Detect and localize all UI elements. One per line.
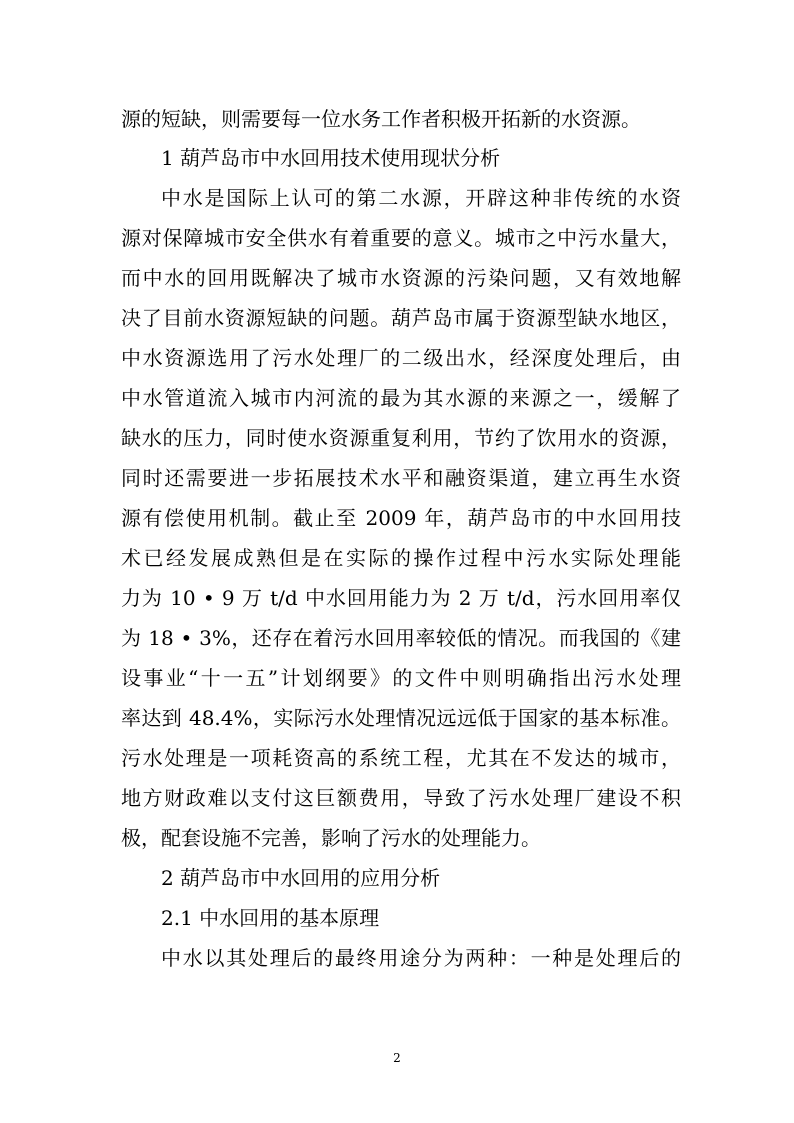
text-line: 率达到 48.4%，实际污水处理情况远远低于国家的基本标准。 [121, 706, 681, 730]
page-number: 2 [393, 1051, 401, 1065]
text-line: 中水管道流入城市内河流的最为其水源的来源之一，缓解了 [121, 386, 681, 410]
text-line: 术已经发展成熟但是在实际的操作过程中污水实际处理能 [121, 546, 681, 570]
text-line: 源对保障城市安全供水有着重要的意义。城市之中污水量大， [121, 226, 681, 250]
text-line: 污水处理是一项耗资高的系统工程，尤其在不发达的城市， [121, 746, 681, 770]
section-heading-1: 1 葫芦岛市中水回用技术使用现状分析 [161, 146, 501, 170]
text-line: 而中水的回用既解决了城市水资源的污染问题，又有效地解 [121, 266, 681, 290]
text-line: 设事业“十一五”计划纲要》的文件中则明确指出污水处理 [121, 666, 681, 690]
text-line: 决了目前水资源短缺的问题。葫芦岛市属于资源型缺水地区， [121, 306, 681, 330]
text-line: 力为 10 • 9 万 t/d 中水回用能力为 2 万 t/d，污水回用率仅 [121, 586, 681, 610]
text-line: 地方财政难以支付这巨额费用，导致了污水处理厂建设不积 [121, 786, 681, 810]
text-line: 缺水的压力，同时使水资源重复利用，节约了饮用水的资源， [121, 426, 681, 450]
text-line: 中水资源选用了污水处理厂的二级出水，经深度处理后，由 [121, 346, 681, 370]
text-line: 极，配套设施不完善，影响了污水的处理能力。 [121, 826, 541, 850]
section-heading-2: 2 葫芦岛市中水回用的应用分析 [161, 866, 441, 890]
text-line: 源有偿使用机制。截止至 2009 年，葫芦岛市的中水回用技 [121, 506, 681, 530]
text-line: 为 18 • 3%，还存在着污水回用率较低的情况。而我国的《建 [121, 626, 681, 650]
subsection-heading-2-1: 2.1 中水回用的基本原理 [161, 906, 380, 930]
text-line: 同时还需要进一步拓展技术水平和融资渠道，建立再生水资 [121, 466, 681, 490]
text-line: 中水以其处理后的最终用途分为两种：一种是处理后的 [161, 946, 681, 970]
text-line: 中水是国际上认可的第二水源，开辟这种非传统的水资 [161, 186, 681, 210]
text-line: 源的短缺，则需要每一位水务工作者积极开拓新的水资源。 [121, 107, 641, 131]
